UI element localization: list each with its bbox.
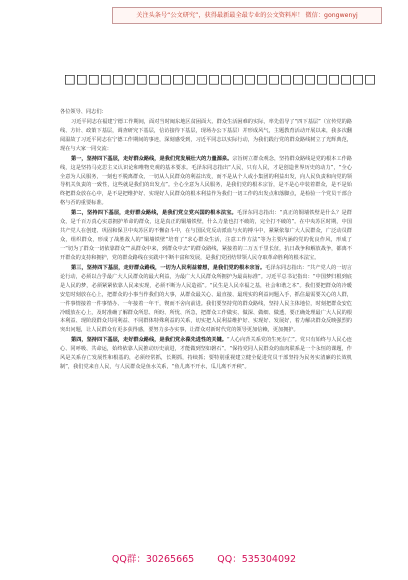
- paragraph: [60, 336, 352, 372]
- paragraph-body: 毛泽东同志指出：“真正的铜墙铁壁是什么？是群众，是千百万真心实意拥护革命的群众，这是真正的铜墙铁壁，什么力量也打不破的，完全打不破的”。在中央苏区时期，中国共产党人在创建、巩固和保卫中央苏区的不懈奋斗中，在与国民党反动派血与火的搏斗中，紧紧依靠广大人民群众，广泛动员群众，组织群众，形成了战胜敌人的“铜墙铁壁”培育了“求心群众生活，注意工作方法”等为主要内涵的党的优良作风，形成了一“切为了群众一切依靠群众”“从群众中来，到群众中去”的群众路线，紧接着的二万五千里长征，抗日战争和解放战争，都离不开群众的支持和拥护，党的群众路线在实践中不断丰富和发展，是我们党团结带领人民夺取革命胜利的根本法宝。: [60, 210, 352, 261]
- promo-banner: 关注头条号“公文研究”，获得最新最全最专业的公文资料库！ 微信：gongwenyj: [112, 7, 382, 24]
- paragraph-lead: 第三，坚持四下基层，走好群众路线，一切为人民利益着想，是我们党的根本宗旨。: [71, 264, 266, 271]
- paragraph-lead: 第四，坚持四下基层，走好群众路线，是我们党永葆先进性的关键。: [71, 337, 227, 344]
- document-body: [60, 108, 352, 373]
- paragraph: [60, 155, 352, 208]
- paragraph-body: “人心向背关系党的生死存亡”。党只有始终与人民心连心、同呼吸、共命运，始终依靠人民推动历史前进，才能做到坚如磐石”。“保持党同人民群众的血肉联系是一个永恒的课题，作风是关系存亡发展性和根基的，必须经常抓，长期抓，持续抓；要特别重视建立健全促进党员干部坚持为民务实清廉的长效机制”，我们党来自人民，与人民群众是鱼水关系，“鱼儿离不开水，瓜儿离不开秧”。: [60, 337, 352, 371]
- paragraph-lead: 第二，坚持四下基层，走好群众路线，是我们党立党兴国的根本法宝。: [71, 210, 237, 217]
- paragraph-body: 毛泽东同志指出：“共产党人的一切言论行动，必须以合乎最广大人民群众的最大利益，为最广大人民群众所拥护为最高标准”。习近平总书记指出：“中国梦归根到底是人民的梦，必须紧紧依靠人民来实现，必须不断为人民造福”。“民生是人民幸福之基，社会和谐之本”。我们要把群众的冷暖安危时刻放在心上，把群众的小事当作我们的大事，从群众最关心、最直接、最现实的利益问题入手，抓住最需要关心的人群，一件事情接着一件事情办、一年接着一年干，锲而不舍向前进。我们要坚持党的群众路线，坚持人民主体地位，时刻把群众安危冷暖放在心上，及时准确了解群众所思、所盼、所忧、所急，把群众工作做实、做深、做细、做透，要正确处理最广大人民的根本利益、现阶段群众共同利益、不同群体特殊利益的关系，切实把人民利益维护好、实现好、发展好，着力解决群众反映强烈的突出问题，让人民群众有更多获得感，要努力多办实事，让群众对新时代党的领导更加信赖，更加拥护。: [60, 264, 352, 334]
- qq-group: QQ群：30265665: [111, 554, 195, 565]
- paragraph: [60, 264, 352, 335]
- paragraph: [60, 118, 352, 154]
- document-title: □□□□□□□□□□□□□□□□□□□□□□□□□□: [64, 71, 377, 86]
- salutation: 各位领导、同志们：: [60, 109, 107, 115]
- paragraph-body: 习近平同志在福建宁德工作期间，面对当时闽东地区贫困面大、群众生活困难的实际，率先倡导了“四下基层”（宣传党的路线、方针、政策下基层，调查研究下基层，信访接待下基层，现场办公下基层）并形成风气，主题教育活动开展以来，我多次翻阅温故了习近平同志在宁德工作期间的事迹，深刻感受到，习近平同志以实际行动，为我们践行党的群众路线树立了光辉典范，现在与大家一同交流：: [60, 118, 352, 152]
- paragraph: [60, 209, 352, 262]
- footer-contact: [0, 551, 408, 565]
- qq-number: QQ：535304092: [217, 554, 297, 565]
- paragraph-lead: 第一，坚持四下基层，走好群众路线，是我们党发展壮大的力量源泉。: [71, 155, 233, 162]
- paragraph-body: 宗旨树立群众观念，坚持群众路线是党的根本工作路线，这是坚持马克思主义认识论和唯物史观的基本要求。毛泽东同志指出“人民，只有人民，才是创造世界历史的动力”，“全心全意为人民服务，一刻也不脱离群众，一切从人民群众的利益出发，而不是从个人或小集团的利益出发，向人民负责和向党的领导机关负责的一致性，这些就是我们的出发点”。全心全意为人民服务，是我们党的根本宗旨，是不是心中装着群众，是不是始终把群众放在心中，是不是把维护好、实现好人民群众的根本利益作为我们一切工作的出发点和落脚点，是检验一个党员干部合格与否的重要标准。: [60, 155, 352, 207]
